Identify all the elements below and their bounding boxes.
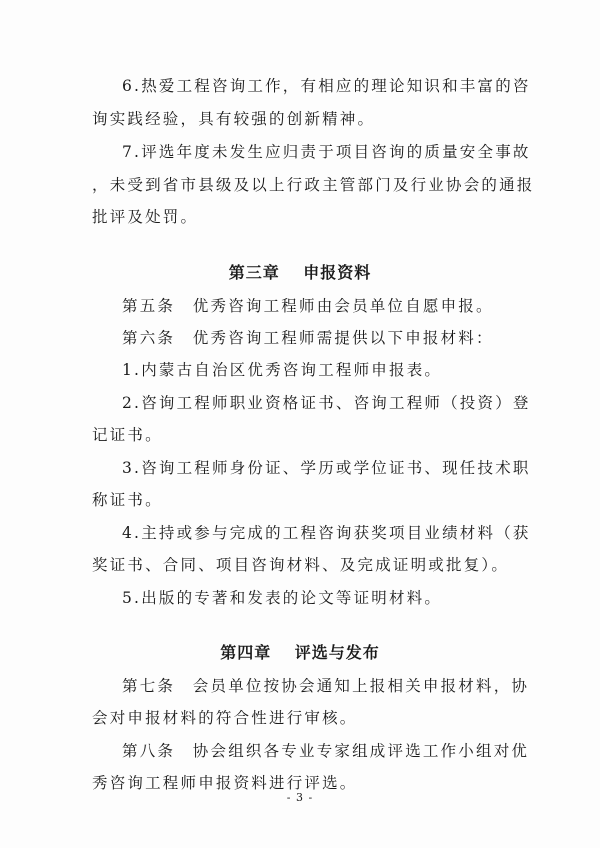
material-3-line-2: 称证书。 [92, 491, 163, 509]
article-8-line-2: 秀咨询工程师申报资料进行评选。 [92, 774, 358, 792]
page-number: - 3 - [286, 791, 314, 804]
material-5-line-1: 5.出版的专著和发表的论文等证明材料。 [122, 589, 443, 607]
material-4-line-2: 奖证书、合同、项目咨询材料、及完成证明或批复）。 [92, 556, 510, 574]
item-6-line-1: 6.热爱工程咨询工作，有相应的理论知识和丰富的咨 [122, 77, 531, 95]
item-7-line-3: 批评及处罚。 [92, 208, 199, 226]
article-7-line-2: 会对申报材料的符合性进行审核。 [92, 709, 358, 727]
item-6-line-2: 询实践经验，具有较强的创新精神。 [92, 110, 376, 128]
chapter-4-title: 第四章 评选与发布 [220, 643, 380, 662]
article-7-line-1: 第七条 会员单位按协会通知上报相关申报材料，协 [122, 677, 530, 695]
article-8-line-1: 第八条 协会组织各专业专家组成评选工作小组对优 [122, 742, 530, 760]
material-2-line-2: 记证书。 [92, 426, 163, 444]
material-3-line-1: 3.咨询工程师身份证、学历或学位证书、现任技术职 [122, 459, 531, 477]
material-2-line-1: 2.咨询工程师职业资格证书、咨询工程师（投资）登 [122, 394, 531, 412]
item-7-line-2: ，未受到省市县级及以上行政主管部门及行业协会的通报 [92, 176, 535, 194]
article-6-line-1: 第六条 优秀咨询工程师需提供以下申报材料： [122, 329, 494, 347]
article-5-line-1: 第五条 优秀咨询工程师由会员单位自愿申报。 [122, 297, 494, 315]
chapter-3-title: 第三章 申报资料 [228, 263, 372, 282]
material-1-line-1: 1.内蒙古自治区优秀咨询工程师申报表。 [122, 361, 443, 379]
material-4-line-1: 4.主持或参与完成的工程咨询获奖项目业绩材料（获 [122, 524, 531, 542]
item-7-line-1: 7.评选年度未发生应归责于项目咨询的质量安全事故 [122, 143, 531, 161]
